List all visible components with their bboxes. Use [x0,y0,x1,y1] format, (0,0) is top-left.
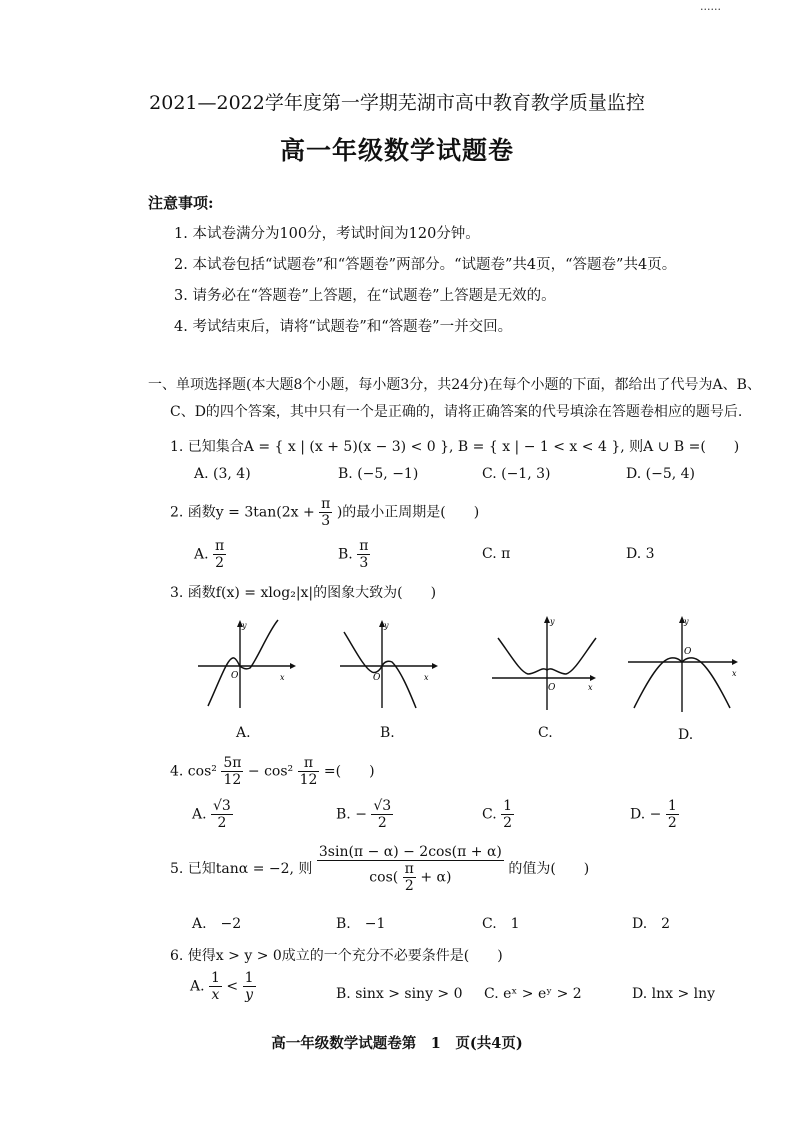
q2-option-c: C. π [482,546,511,562]
q6-stem: 6. 使得x > y > 0成立的一个充分不必要条件是( ) [170,948,503,964]
section-heading-line2: C、D的四个答案，其中只有一个是正确的，请将正确答案的代号填涂在答题卷相应的题号后. [170,404,743,420]
q5-den-pre: cos( [369,869,399,886]
q5-option-c: C. 1 [482,916,520,932]
frac-num: π [298,755,320,772]
q1-option-a: A. (3, 4) [194,466,251,482]
frac-num: π [404,861,414,878]
paper-title: 高一年级数学试题卷 [279,136,514,165]
notes-title: 注意事项: [148,194,214,212]
q6-option-a-frac-1 [209,970,222,1003]
q6-option-d: D. lnx > lny [632,986,716,1002]
graph-origin-label: O [548,683,556,693]
frac-num: π [215,538,225,554]
q4-option-d-label: D. − [630,806,662,823]
frac-den: 2 [215,555,225,572]
q2-stem-post: )的最小正周期是( ) [336,504,480,521]
graph-y-label: y [684,617,689,626]
q5-den-post: + α) [420,869,452,886]
q6-option-b: B. sinx > siny > 0 [336,986,463,1002]
q3-label-a: A. [236,725,251,741]
q4-stem [170,755,375,788]
q4-frac-1 [221,755,243,788]
q2-fraction [319,496,332,529]
q2-option-a-label: A. [194,546,209,563]
exam-title: 2021—2022学年度第一学期芜湖市高中教育教学质量监控 [149,92,645,114]
q1-option-b: B. (−5, −1) [338,466,419,482]
q4-option-b [336,798,393,831]
q3-label-d: D. [678,727,694,743]
q2-option-b-label: B. [338,546,353,563]
frac-num: 1 [244,970,254,986]
q3-graph-c [492,614,602,714]
q3-stem: 3. 函数f(x) = xlog₂|x|的图象大致为( ) [170,585,437,601]
q5-option-b: B. −1 [336,916,386,932]
q5-fraction [317,844,504,894]
frac-den: 2 [404,878,414,895]
q4-option-b-frac [371,798,393,831]
frac-num: 1 [667,798,677,814]
q5-denominator [317,861,504,894]
q2-stem-pre: 2. 函数y = 3tan(2x + [170,504,315,521]
frac-den: 2 [667,815,677,832]
frac-den: y [245,987,253,1004]
frac-den: 12 [299,772,318,789]
q4-stem-post: =( ) [323,763,375,780]
note-item: 2. 本试卷包括“试题卷”和“答题卷”两部分。“试题卷”共4页，“答题卷”共4页。 [174,257,677,273]
section-heading-line1: 一、单项选择题(本大题8个小题，每小题3分，共24分)在每个小题的下面，都给出了代号为A、B、 [148,377,761,393]
note-item: 1. 本试卷满分为100分，考试时间为120分钟。 [174,226,480,242]
q4-frac-2 [298,755,320,788]
graph-origin-label: O [231,671,239,681]
q5-numerator: 3sin(π − α) − 2cos(π + α) [318,844,502,860]
q5-stem-pre: 5. 已知tanα = −2, 则 [170,861,313,878]
q4-option-a [192,798,233,831]
q6-option-a-lt: < [226,978,239,995]
q3-graph-b [340,618,440,713]
q6-option-a-frac-2 [243,970,256,1003]
q2-frac-den: 3 [321,513,331,530]
frac-num: 1 [211,970,220,986]
q6-option-a-label: A. [190,978,205,995]
q5-stem [170,844,589,894]
frac-num: 5π [223,755,242,771]
frac-num: 1 [503,798,513,814]
q3-graph-d [628,614,742,714]
frac-den: 2 [217,815,227,832]
q6-option-a [190,970,256,1003]
q1-option-c: C. (−1, 3) [482,466,551,482]
top-mark: ...... [700,0,721,13]
q3-label-b: B. [380,725,395,741]
graph-x-label: x [280,673,285,682]
q2-option-b-frac [357,538,370,571]
q6-option-c: C. eˣ > eʸ > 2 [484,986,582,1002]
frac-den: 3 [359,555,369,572]
q1-option-d: D. (−5, 4) [626,466,695,482]
q5-den-frac [403,861,416,894]
frac-den: x [211,987,220,1004]
frac-num: √3 [213,798,231,814]
q4-option-c-frac [501,798,514,831]
q3-label-c: C. [538,725,553,741]
q4-option-d [630,798,679,831]
q4-option-a-label: A. [192,806,207,823]
q4-option-c-label: C. [482,806,497,823]
frac-num: √3 [373,798,392,814]
q5-option-a: A. −2 [192,916,242,932]
graph-x-label: x [588,683,593,692]
graph-x-label: x [732,669,737,678]
q3-graph-a [198,618,298,713]
q1-stem: 1. 已知集合A = { x | (x + 5)(x − 3) < 0 }, B = { x | − 1 < x < 4 }, 则A ∪ B =( ) [170,439,740,455]
frac-den: 12 [223,772,242,789]
q4-option-b-label: B. − [336,806,367,823]
graph-x-label: x [424,673,429,682]
q5-stem-post: 的值为( ) [508,861,590,878]
q4-option-c [482,798,514,831]
q2-stem [170,496,479,529]
q4-stem-pre: 4. cos² [170,763,217,780]
q2-option-d: D. 3 [626,546,655,562]
note-item: 4. 考试结束后，请将“试题卷”和“答题卷”一并交回。 [174,319,513,335]
q2-frac-num: π [321,496,331,512]
graph-y-label: y [550,617,555,626]
note-item: 3. 请务必在“答题卷”上答题，在“试题卷”上答题是无效的。 [174,288,556,304]
q4-stem-mid: − cos² [247,763,294,780]
q4-option-a-frac [211,798,233,831]
q4-option-d-frac [666,798,679,831]
graph-origin-label: O [684,647,692,657]
graph-y-label: y [242,621,247,630]
q2-option-b [338,538,370,571]
q5-option-d: D. 2 [632,916,671,932]
frac-den: 2 [377,815,387,832]
frac-den: 2 [503,815,513,832]
q2-option-a-frac [213,538,226,571]
graph-y-label: y [384,621,389,630]
page-footer: 高一年级数学试题卷第 1 页(共4页) [271,1035,523,1052]
graph-origin-label: O [373,673,381,683]
q2-option-a [194,538,226,571]
frac-num: π [359,538,369,554]
